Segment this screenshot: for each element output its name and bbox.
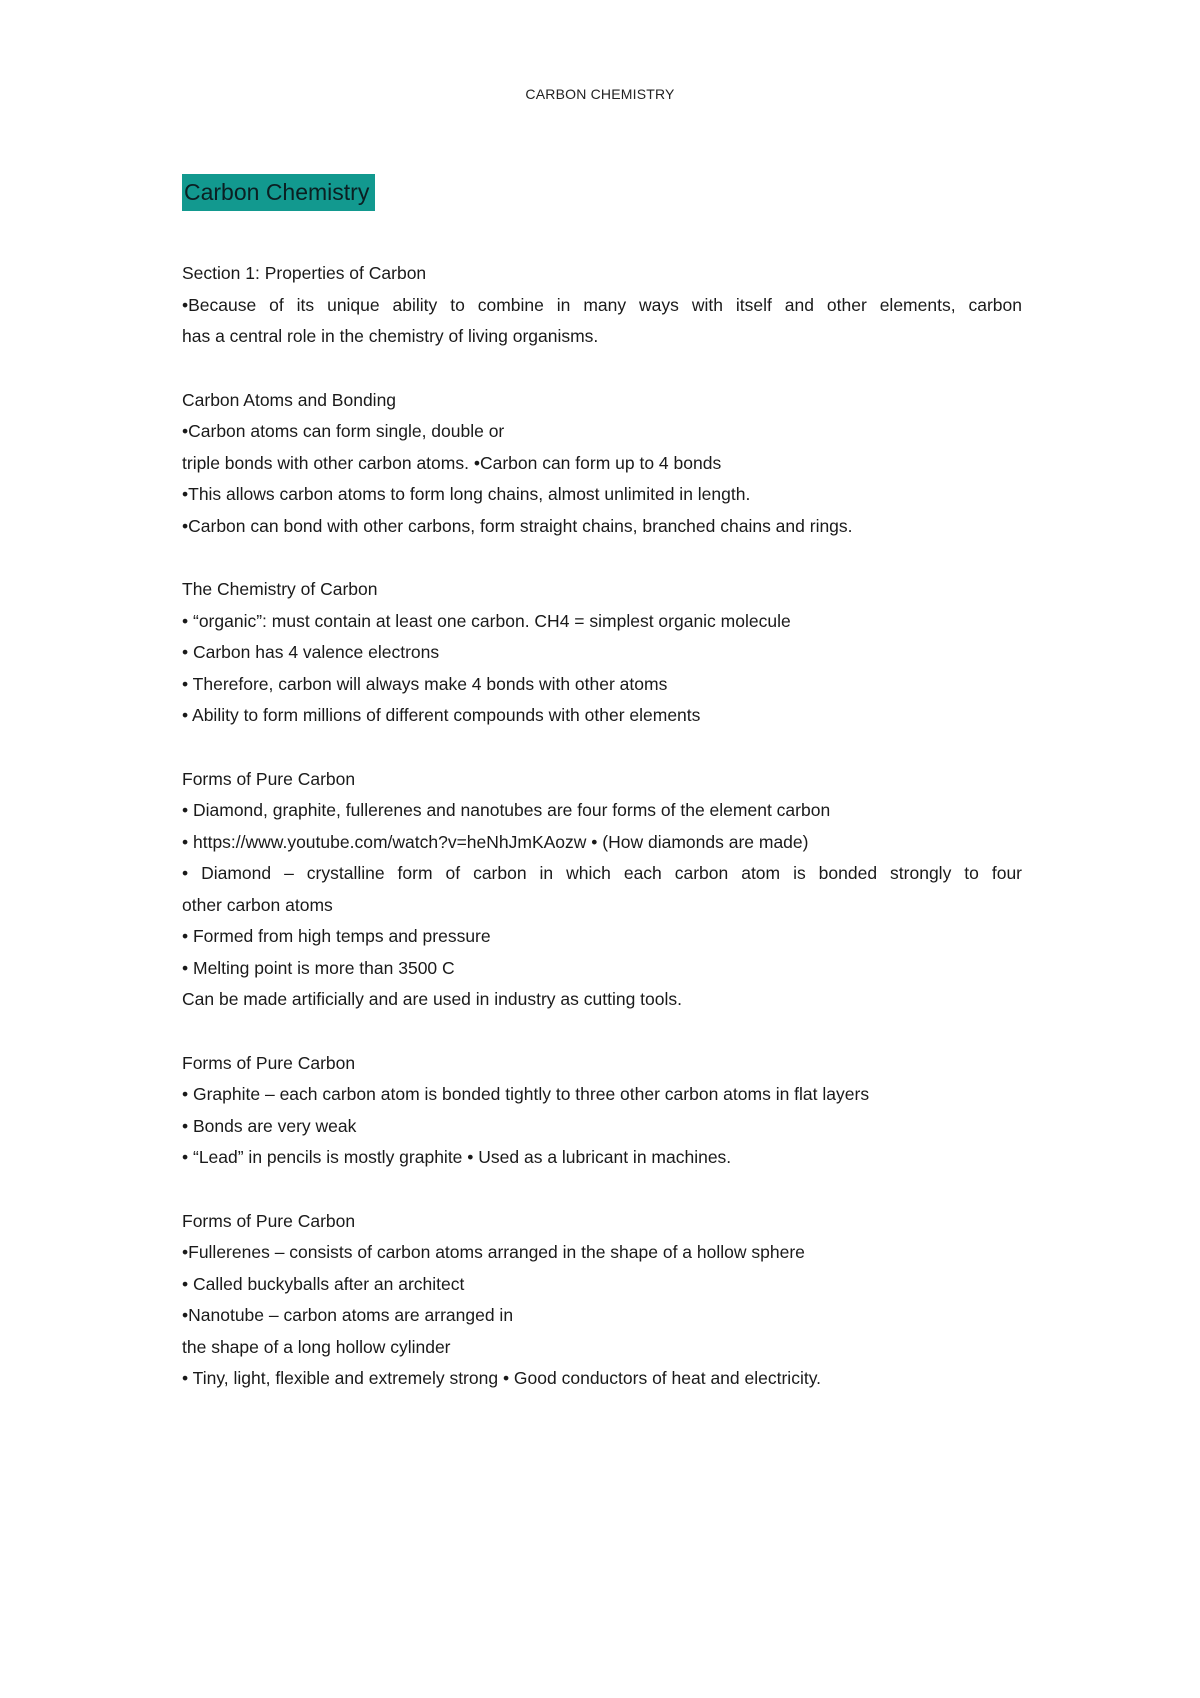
document-section (182, 764, 1022, 1016)
running-header: CARBON CHEMISTRY (525, 86, 675, 102)
text-line: •Fullerenes – consists of carbon atoms arranged in the shape of a hollow sphere (182, 1242, 805, 1262)
sections-container (182, 258, 1022, 1395)
text-line: • Called buckyballs after an architect (182, 1273, 465, 1294)
text-line: • Therefore, carbon will always make 4 bonds with other atoms (182, 673, 668, 694)
document-section (182, 1048, 1022, 1174)
text-line: •Because of its unique ability to combine in many ways with itself and other elements, carbon (182, 294, 1022, 315)
text-line: has a central role in the chemistry of living organisms. (182, 326, 599, 346)
text-line: • https://www.youtube.com/watch?v=heNhJmKAozw • (How diamonds are made) (182, 831, 809, 852)
document-section (182, 574, 1022, 732)
text-line: • “Lead” in pencils is mostly graphite • Used as a lubricant in machines. (182, 1147, 732, 1167)
section-heading: The Chemistry of Carbon (182, 579, 378, 599)
document-body (182, 174, 1022, 1427)
text-line: •This allows carbon atoms to form long chains, almost unlimited in length. (182, 484, 751, 504)
text-line: •Carbon can bond with other carbons, form straight chains, branched chains and rings. (182, 515, 853, 536)
text-line: Can be made artificially and are used in industry as cutting tools. (182, 989, 682, 1009)
text-line: • Tiny, light, flexible and extremely strong • Good conductors of heat and electricity. (182, 1368, 822, 1388)
section-heading: Section 1: Properties of Carbon (182, 263, 427, 283)
text-line: other carbon atoms (182, 894, 333, 915)
text-line: • Carbon has 4 valence electrons (182, 642, 440, 662)
text-line: •Carbon atoms can form single, double or (182, 421, 505, 441)
text-line: • “organic”: must contain at least one carbon. CH4 = simplest organic molecule (182, 610, 791, 631)
text-line: • Bonds are very weak (182, 1115, 357, 1136)
text-line: triple bonds with other carbon atoms. •Carbon can form up to 4 bonds (182, 452, 722, 473)
text-line: • Diamond, graphite, fullerenes and nanotubes are four forms of the element carbon (182, 800, 831, 820)
text-line: • Ability to form millions of different compounds with other elements (182, 705, 701, 725)
document-title: Carbon Chemistry (182, 174, 375, 211)
document-section (182, 385, 1022, 543)
document-section (182, 258, 1022, 353)
section-heading: Forms of Pure Carbon (182, 768, 356, 789)
text-line: •Nanotube – carbon atoms are arranged in (182, 1305, 514, 1325)
text-line: • Diamond – crystalline form of carbon in which each carbon atom is bonded strongly to four (182, 863, 1022, 883)
document-section (182, 1206, 1022, 1395)
text-line: • Graphite – each carbon atom is bonded tightly to three other carbon atoms in flat layers (182, 1084, 870, 1104)
section-heading: Carbon Atoms and Bonding (182, 389, 397, 410)
text-line: • Melting point is more than 3500 C (182, 957, 455, 978)
text-line: • Formed from high temps and pressure (182, 926, 491, 946)
text-line: the shape of a long hollow cylinder (182, 1336, 451, 1357)
section-heading: Forms of Pure Carbon (182, 1210, 356, 1231)
section-heading: Forms of Pure Carbon (182, 1052, 356, 1073)
